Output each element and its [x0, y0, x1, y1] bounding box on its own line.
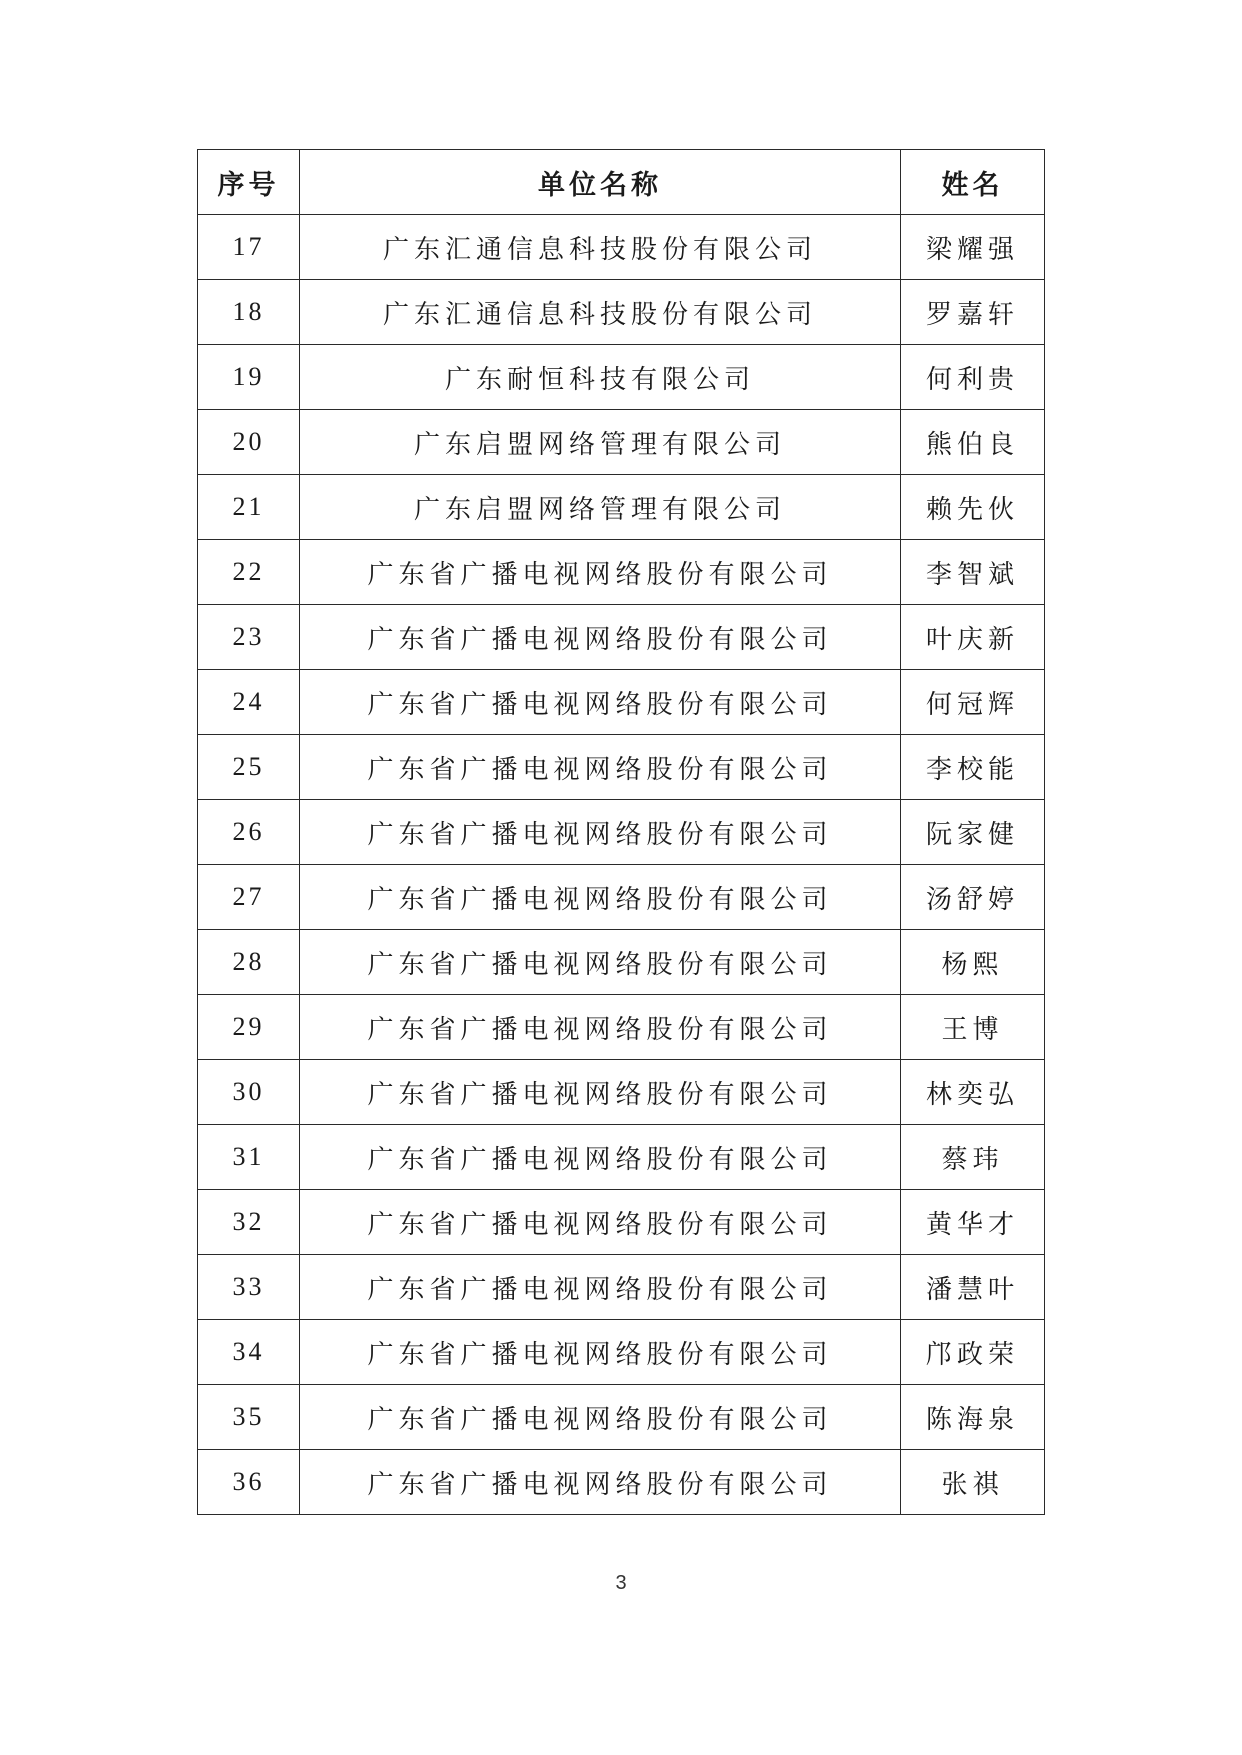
- table-row: [198, 800, 1045, 865]
- person-name-cell: 梁耀强: [901, 215, 1045, 280]
- person-name-cell: 何冠辉: [901, 670, 1045, 735]
- organization-name-cell: 广东省广播电视网络股份有限公司: [300, 800, 901, 865]
- person-name-cell: 张祺: [901, 1450, 1045, 1515]
- person-name-cell: 林奕弘: [901, 1060, 1045, 1125]
- table-row: [198, 475, 1045, 540]
- organization-name-cell: 广东耐恒科技有限公司: [300, 345, 901, 410]
- table-row: [198, 280, 1045, 345]
- table-row: [198, 1190, 1045, 1255]
- serial-number-cell: 20: [198, 410, 300, 475]
- table-row: [198, 215, 1045, 280]
- organization-name-cell: 广东启盟网络管理有限公司: [300, 475, 901, 540]
- person-name-cell: 潘慧叶: [901, 1255, 1045, 1320]
- person-name-cell: 罗嘉轩: [901, 280, 1045, 345]
- organization-name-cell: 广东省广播电视网络股份有限公司: [300, 735, 901, 800]
- organization-name-cell: 广东省广播电视网络股份有限公司: [300, 1255, 901, 1320]
- person-name-cell: 李校能: [901, 735, 1045, 800]
- header-organization-name: 单位名称: [300, 150, 901, 215]
- person-name-cell: 汤舒婷: [901, 865, 1045, 930]
- serial-number-cell: 26: [198, 800, 300, 865]
- table-row: [198, 1125, 1045, 1190]
- serial-number-cell: 27: [198, 865, 300, 930]
- serial-number-cell: 34: [198, 1320, 300, 1385]
- header-person-name: 姓名: [901, 150, 1045, 215]
- organization-name-cell: 广东省广播电视网络股份有限公司: [300, 1190, 901, 1255]
- organization-name-cell: 广东省广播电视网络股份有限公司: [300, 865, 901, 930]
- serial-number-cell: 21: [198, 475, 300, 540]
- organization-name-cell: 广东省广播电视网络股份有限公司: [300, 1060, 901, 1125]
- person-name-cell: 陈海泉: [901, 1385, 1045, 1450]
- table-row: [198, 995, 1045, 1060]
- organization-name-cell: 广东汇通信息科技股份有限公司: [300, 280, 901, 345]
- serial-number-cell: 29: [198, 995, 300, 1060]
- table-row: [198, 1385, 1045, 1450]
- table-row: [198, 1450, 1045, 1515]
- person-name-cell: 熊伯良: [901, 410, 1045, 475]
- person-name-cell: 黄华才: [901, 1190, 1045, 1255]
- personnel-table: [197, 149, 1045, 1515]
- organization-name-cell: 广东启盟网络管理有限公司: [300, 410, 901, 475]
- header-serial-number: 序号: [198, 150, 300, 215]
- person-name-cell: 阮家健: [901, 800, 1045, 865]
- serial-number-cell: 28: [198, 930, 300, 995]
- serial-number-cell: 31: [198, 1125, 300, 1190]
- table-row: [198, 865, 1045, 930]
- person-name-cell: 王博: [901, 995, 1045, 1060]
- serial-number-cell: 32: [198, 1190, 300, 1255]
- page-number: 3: [615, 1572, 627, 1594]
- organization-name-cell: 广东省广播电视网络股份有限公司: [300, 670, 901, 735]
- serial-number-cell: 24: [198, 670, 300, 735]
- person-name-cell: 赖先伙: [901, 475, 1045, 540]
- serial-number-cell: 25: [198, 735, 300, 800]
- serial-number-cell: 36: [198, 1450, 300, 1515]
- table-row: [198, 345, 1045, 410]
- table-row: [198, 1060, 1045, 1125]
- table-row: [198, 1255, 1045, 1320]
- table-body: [198, 215, 1045, 1515]
- serial-number-cell: 22: [198, 540, 300, 605]
- organization-name-cell: 广东省广播电视网络股份有限公司: [300, 540, 901, 605]
- organization-name-cell: 广东省广播电视网络股份有限公司: [300, 1125, 901, 1190]
- organization-name-cell: 广东省广播电视网络股份有限公司: [300, 930, 901, 995]
- table-row: [198, 540, 1045, 605]
- table-row: [198, 410, 1045, 475]
- serial-number-cell: 23: [198, 605, 300, 670]
- table-header-row: [198, 150, 1045, 215]
- organization-name-cell: 广东省广播电视网络股份有限公司: [300, 605, 901, 670]
- serial-number-cell: 33: [198, 1255, 300, 1320]
- person-name-cell: 蔡玮: [901, 1125, 1045, 1190]
- table-row: [198, 930, 1045, 995]
- serial-number-cell: 30: [198, 1060, 300, 1125]
- serial-number-cell: 35: [198, 1385, 300, 1450]
- organization-name-cell: 广东省广播电视网络股份有限公司: [300, 995, 901, 1060]
- organization-name-cell: 广东省广播电视网络股份有限公司: [300, 1385, 901, 1450]
- person-name-cell: 何利贵: [901, 345, 1045, 410]
- serial-number-cell: 19: [198, 345, 300, 410]
- organization-name-cell: 广东省广播电视网络股份有限公司: [300, 1320, 901, 1385]
- table-row: [198, 605, 1045, 670]
- organization-name-cell: 广东省广播电视网络股份有限公司: [300, 1450, 901, 1515]
- person-name-cell: 杨熙: [901, 930, 1045, 995]
- person-name-cell: 李智斌: [901, 540, 1045, 605]
- organization-name-cell: 广东汇通信息科技股份有限公司: [300, 215, 901, 280]
- table-row: [198, 670, 1045, 735]
- serial-number-cell: 17: [198, 215, 300, 280]
- person-name-cell: 邝政荣: [901, 1320, 1045, 1385]
- table-row: [198, 735, 1045, 800]
- table-row: [198, 1320, 1045, 1385]
- serial-number-cell: 18: [198, 280, 300, 345]
- person-name-cell: 叶庆新: [901, 605, 1045, 670]
